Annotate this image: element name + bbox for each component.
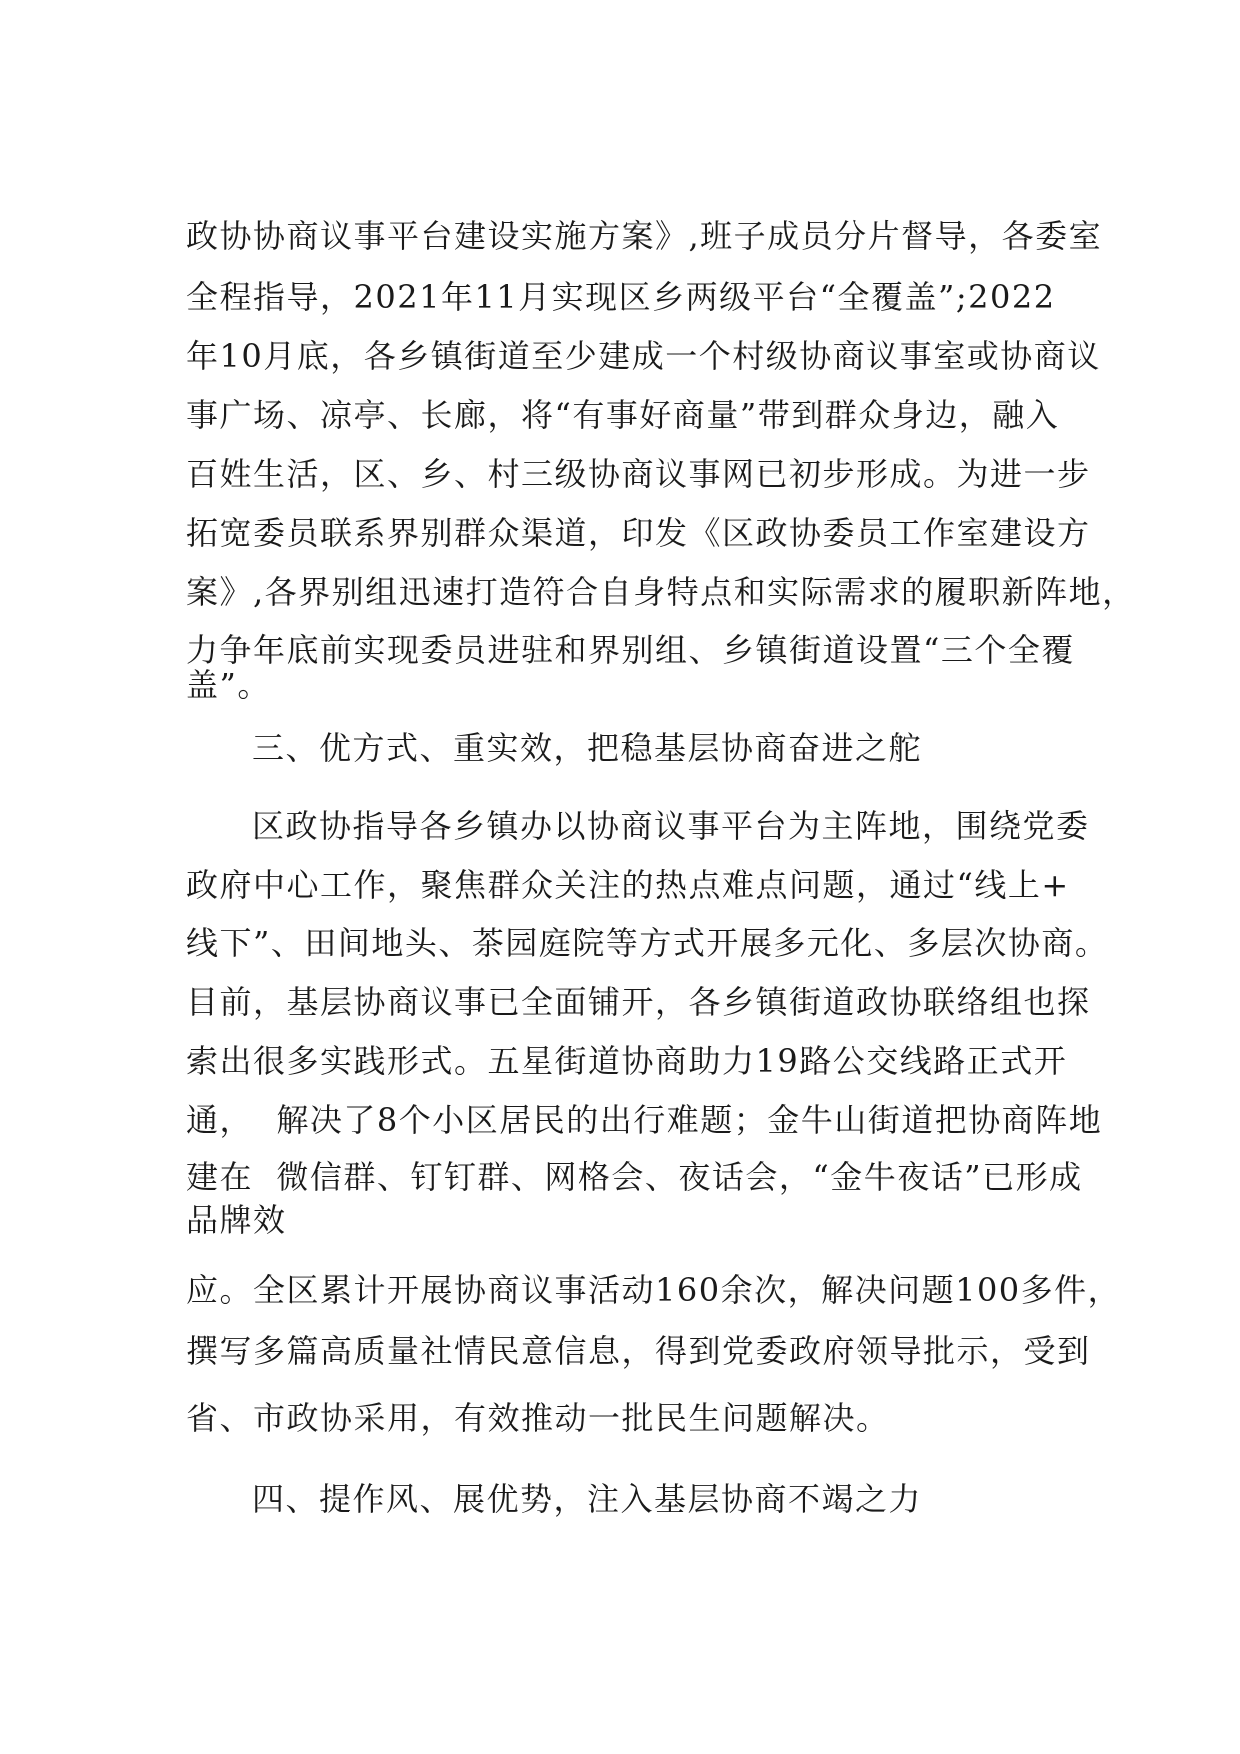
body-text-line: 撰写多篇高质量社情民意信息，得到党委政府领导批示，受到	[186, 1332, 1091, 1370]
body-text-line: 拓宽委员联系界别群众渠道，印发《区政协委员工作室建设方	[186, 514, 1091, 552]
body-text-line: 应。全区累计开展协商议事活动160余次，解决问题100多件，	[186, 1271, 1122, 1309]
body-text-line: 政府中心工作，聚焦群众关注的热点难点问题，通过“线上+	[186, 866, 1070, 904]
body-text-line: 索出很多实践形式。五星街道协商助力19路公交线路正式开	[186, 1042, 1068, 1080]
body-text-line: 省、市政协采用，有效推动一批民生问题解决。	[186, 1399, 890, 1437]
body-text-line: 力争年底前实现委员进驻和界别组、乡镇街道设置“三个全覆	[186, 631, 1075, 669]
section-heading-3: 三、优方式、重实效，把稳基层协商奋进之舵	[252, 729, 923, 767]
body-text-line: 政协协商议事平台建设实施方案》,班子成员分片督导，各委室	[186, 217, 1103, 255]
paragraph-first-line: 区政协指导各乡镇办以协商议事平台为主阵地，围绕党委	[252, 807, 1090, 845]
body-text-line: 线下”、田间地头、茶园庭院等方式开展多元化、多层次协商。	[186, 924, 1109, 962]
body-text-line: 目前，基层协商议事已全面铺开，各乡镇街道政协联络组也探	[186, 983, 1091, 1021]
section-heading-4: 四、提作风、展优势，注入基层协商不竭之力	[252, 1480, 923, 1518]
body-text-line: 案》,各界别组迅速打造符合自身特点和实际需求的履职新阵地，	[186, 573, 1136, 611]
body-text-line: 事广场、凉亭、长廊，将“有事好商量”带到群众身边，融入	[186, 396, 1060, 434]
body-text-line: 全程指导，2021年11月实现区乡两级平台“全覆盖”;2022	[186, 278, 1056, 316]
body-text-line: 建在 微信群、钉钉群、网格会、夜话会，“金牛夜话”已形成	[186, 1158, 1083, 1196]
body-text-line: 品牌效	[186, 1201, 287, 1239]
body-text-line: 盖”。	[186, 666, 271, 704]
body-text-line: 百姓生活，区、乡、村三级协商议事网已初步形成。为进一步	[186, 455, 1091, 493]
body-text-line: 通， 解决了8个小区居民的出行难题；金牛山街道把协商阵地	[186, 1101, 1103, 1139]
body-text-line: 年10月底，各乡镇街道至少建成一个村级协商议事室或协商议	[186, 337, 1101, 375]
